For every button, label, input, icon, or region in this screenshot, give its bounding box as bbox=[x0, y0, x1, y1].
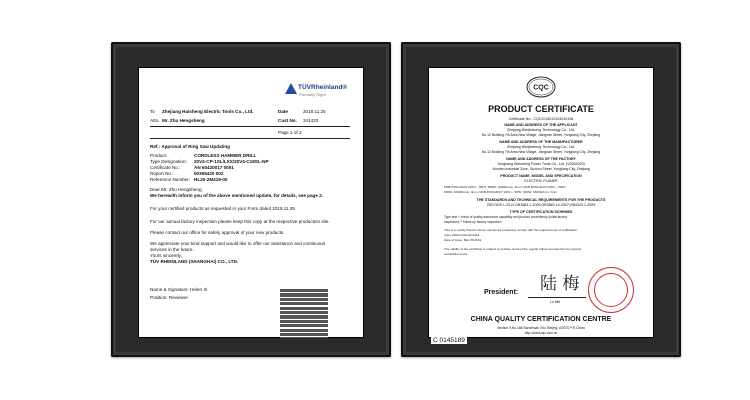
manufacturer-name: Zhejiang Weijiesheng Technology Co., Ltd. bbox=[507, 145, 575, 149]
field-value: 20V4-CP-1SL/LXX/20V4-C18SL-NP bbox=[194, 159, 269, 164]
tuv-tagline: Precisely Right bbox=[299, 92, 326, 97]
field-label: Report No.: bbox=[150, 171, 174, 176]
salutation: Dear Mr. Zhu Hengsheng, bbox=[150, 187, 203, 192]
to-value: Zhejiang Haisheng Electric Tools Co., Ltd. bbox=[162, 109, 254, 114]
product-spec: M1B-RV01-82X2 220V~, 50Hz, 650W, 16000r/min, 2mm; M1B-RV01-82X3 220V~, 50Hz, bbox=[444, 185, 567, 189]
picture-frame-right bbox=[401, 42, 681, 357]
factory-address: Xiushan Industrial Zone, Guzhou Street, Yongkang City, Zhejiang bbox=[492, 167, 590, 171]
closing: Yours sincerely, bbox=[150, 253, 182, 258]
body-text: For our annual factory inspection please keep this copy at the respective production site. bbox=[150, 219, 330, 224]
tuv-brand-text: TÜVRheinland® bbox=[298, 84, 348, 91]
body-text: For your certified products as requested in your Form dated 2018.11.25 bbox=[150, 206, 295, 211]
manufacturer-address: No.12 Building 7th Area New Village, Jiangnan Street, Yongkang City, Zhejiang bbox=[481, 150, 601, 154]
field-label: Product: bbox=[150, 153, 168, 158]
header-divider-2 bbox=[150, 138, 350, 139]
field-label: Reference Number: bbox=[150, 177, 191, 182]
manufacturer-heading: NAME AND ADDRESS OF THE MANUFACTURER bbox=[499, 140, 583, 144]
signature-line bbox=[528, 297, 586, 298]
product-spec: 650W, 16000r/min, 3mm; M1B-RV03-82X7 220V~, 50Hz, 900W, 16000r/min, 3mm bbox=[444, 190, 558, 194]
president-label: President: bbox=[484, 289, 519, 296]
company-name: TÜV RHEINLAND (SHANGHAI) CO., LTD. bbox=[150, 259, 239, 264]
body-text: Please contact our office for safety approval of your new products. bbox=[150, 230, 285, 235]
tuv-triangle-icon bbox=[285, 83, 297, 94]
scheme-heading: TYPE OF CERTIFICATION SCHEMES bbox=[509, 210, 573, 214]
scheme-text: inspection) + follow-up factory inspection bbox=[444, 220, 502, 224]
standards-list: GB17625.1-2012;GB3883.1-2005;GB3883.14-2007;GB4343.1-2009 bbox=[486, 203, 596, 207]
organization-website: http://www.cqc.com.cn bbox=[524, 331, 558, 335]
signer-position: Position: Reviewer bbox=[150, 295, 189, 300]
address-footer bbox=[280, 289, 340, 338]
field-value: 50365420 002 bbox=[194, 171, 224, 176]
field-label: Certificate No.: bbox=[150, 165, 181, 170]
applicant-address: No.12 Building 7th Area New Village, Jiangnan Street, Yongkang City, Zhejiang bbox=[481, 133, 601, 137]
certificate-number: Certificate No.: CQC2018010104010198 bbox=[508, 117, 574, 121]
applicant-name: Zhejiang Weijiesheng Technology Co., Ltd. bbox=[507, 128, 575, 132]
field-value: HL20-2M419-00 bbox=[194, 177, 228, 182]
cqc-logo-icon bbox=[525, 75, 557, 99]
signer: Name & Signature: Helen Xi bbox=[150, 287, 208, 292]
body-text: services in the future. bbox=[150, 247, 194, 252]
organization-name: CHINA QUALITY CERTIFICATION CENTRE bbox=[470, 316, 612, 323]
product-name: ELECTRIC PLANER bbox=[524, 179, 558, 183]
field-label: Type Designation: bbox=[150, 159, 187, 164]
validity-text: This is to certify that the above mentioned product(s) comply with the requirements of certification bbox=[444, 228, 578, 232]
date-value: 2018.11.25 bbox=[303, 109, 326, 114]
applicant-heading: NAME AND ADDRESS OF THE APPLICANT bbox=[504, 123, 578, 127]
validity-text: certification body. bbox=[444, 252, 468, 256]
president-signature: 陆 梅 bbox=[540, 274, 580, 294]
tuv-letter bbox=[138, 67, 364, 338]
attn-value: Mr. Zhu Hengsheng bbox=[162, 118, 205, 123]
attn-label: Attn. bbox=[150, 118, 160, 123]
field-value: AN 50420017 0001 bbox=[194, 165, 234, 170]
president-name: Lu Mei bbox=[550, 300, 561, 304]
date-of-issue: Date of issue: Mar 25,2019 bbox=[444, 238, 482, 242]
product-heading: PRODUCT NAME, MODEL AND SPECIFICATION bbox=[500, 174, 582, 178]
page-indicator: Page 1 of 2 bbox=[278, 130, 302, 135]
organization-address: Section 9,No.188 Nansihuan Xilu, Beijing 100070 P.R.China bbox=[497, 326, 585, 330]
cust-value: 341423 bbox=[303, 118, 319, 123]
official-seal-icon bbox=[588, 267, 634, 313]
factory-name: Yongkang Weisheng Power Tools Co., Ltd. (V0054023) bbox=[497, 162, 585, 166]
standards-heading: THE STANDARDS AND TECHNICAL REQUIREMENTS FOR THE PRODUCTS bbox=[476, 198, 606, 202]
validity-text: The validity of the certificate is subject to positive result of the regular follow-up inspection by issuing bbox=[444, 247, 582, 251]
serial-number: C 0145189 bbox=[433, 337, 465, 344]
reference-line: Ref.: Approval of Ring Saw Updating bbox=[150, 144, 230, 149]
svg-text:CQC: CQC bbox=[533, 84, 549, 92]
body-text: We herewith inform you of the above mentioned update, for details, see page 2. bbox=[150, 193, 323, 198]
cust-label: Cust No. bbox=[278, 118, 297, 123]
field-value: CORDLESS HAMMER DRILL bbox=[194, 153, 257, 158]
tuv-rheinland-logo bbox=[285, 83, 355, 101]
validity-text: rules CNCA-C01-02:2014 bbox=[444, 233, 480, 237]
scheme-text: Type test + check of quality assurance capability and product consistency (initial factory bbox=[444, 215, 568, 219]
date-label: Date bbox=[278, 109, 288, 114]
body-text: We appreciate your kind support and would like to offer our assistance and continuous bbox=[150, 241, 326, 246]
to-label: To bbox=[150, 109, 155, 114]
certificate-title: PRODUCT CERTIFICATE bbox=[488, 104, 594, 114]
cqc-certificate bbox=[428, 67, 654, 338]
picture-frame-left bbox=[111, 42, 391, 357]
factory-heading: NAME AND ADDRESS OF THE FACTORY bbox=[506, 157, 576, 161]
header-divider bbox=[150, 126, 350, 127]
